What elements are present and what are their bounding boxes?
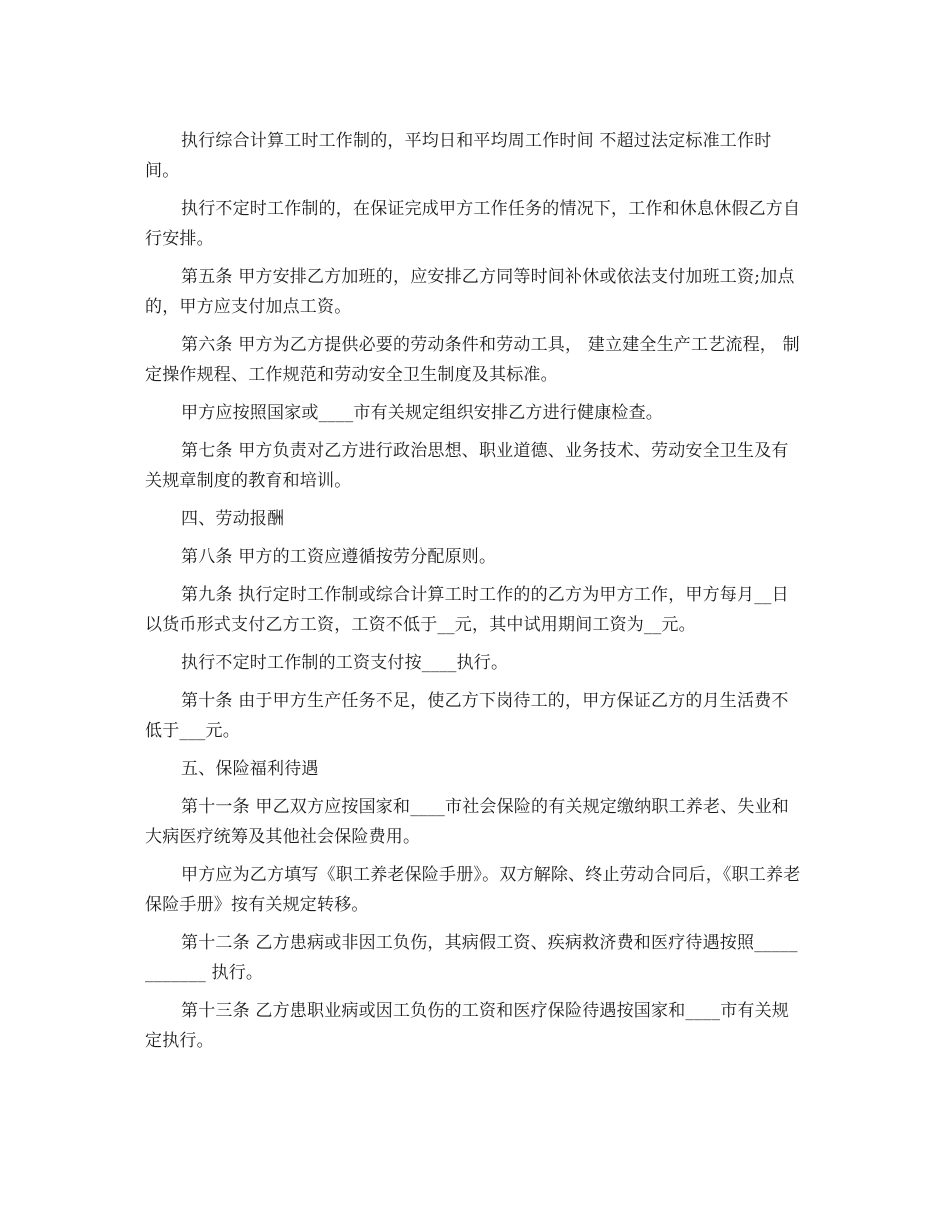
paragraph-article-9: 第九条 执行定时工作制或综合计算工时工作的的乙方为甲方工作，甲方每月__日以货币形式支付乙方工资，工资不低于__元，其中试用期间工资为__元。 xyxy=(145,585,789,635)
document-body xyxy=(145,126,805,1064)
paragraph-article-13: 第十三条 乙方患职业病或因工负伤的工资和医疗保险待遇按国家和____市有关规定执行。 xyxy=(145,1001,790,1051)
paragraph-article-8: 第八条 甲方的工资应遵循按劳分配原则。 xyxy=(181,547,497,567)
paragraph-article-10: 第十条 由于甲方生产任务不足，使乙方下岗待工的，甲方保证乙方的月生活费不低于___元。 xyxy=(145,691,789,741)
paragraph-article-11: 第十一条 甲乙双方应按国家和____市社会保险的有关规定缴纳职工养老、失业和大病医疗统筹及其他社会保险费用。 xyxy=(145,797,790,847)
paragraph-2: 执行不定时工作制的，在保证完成甲方工作任务的情况下，工作和休息休假乙方自行安排。 xyxy=(145,199,801,249)
paragraph-health-check: 甲方应按照国家或____市有关规定组织安排乙方进行健康检查。 xyxy=(181,403,663,423)
section-heading-remuneration: 四、劳动报酬 xyxy=(181,509,285,529)
paragraph-irregular-pay: 执行不定时工作制的工资支付按____执行。 xyxy=(181,653,509,673)
paragraph-article-5: 第五条 甲方安排乙方加班的，应安排乙方同等时间补休或依法支付加班工资;加点的，甲方应支付加点工资。 xyxy=(145,267,795,317)
paragraph-pension-handbook: 甲方应为乙方填写《职工养老保险手册》。双方解除、终止劳动合同后，《职工养老保险手册》按有关规定转移。 xyxy=(145,865,801,915)
paragraph-1: 执行综合计算工时工作制的，平均日和平均周工作时间 不超过法定标准工作时间。 xyxy=(145,131,772,181)
section-heading-insurance: 五、保险福利待遇 xyxy=(181,759,319,779)
paragraph-article-6: 第六条 甲方为乙方提供必要的劳动条件和劳动工具， 建立建全生产工艺流程， 制定操作规程、工作规范和劳动安全卫生制度及其标准。 xyxy=(145,335,800,385)
paragraph-article-7: 第七条 甲方负责对乙方进行政治思想、职业道德、业务技术、劳动安全卫生及有关规章制度的教育和培训。 xyxy=(145,441,789,491)
paragraph-article-12: 第十二条 乙方患病或非因工负伤，其病假工资、疾病救济费和医疗待遇按照____________ 执行。 xyxy=(145,933,798,983)
